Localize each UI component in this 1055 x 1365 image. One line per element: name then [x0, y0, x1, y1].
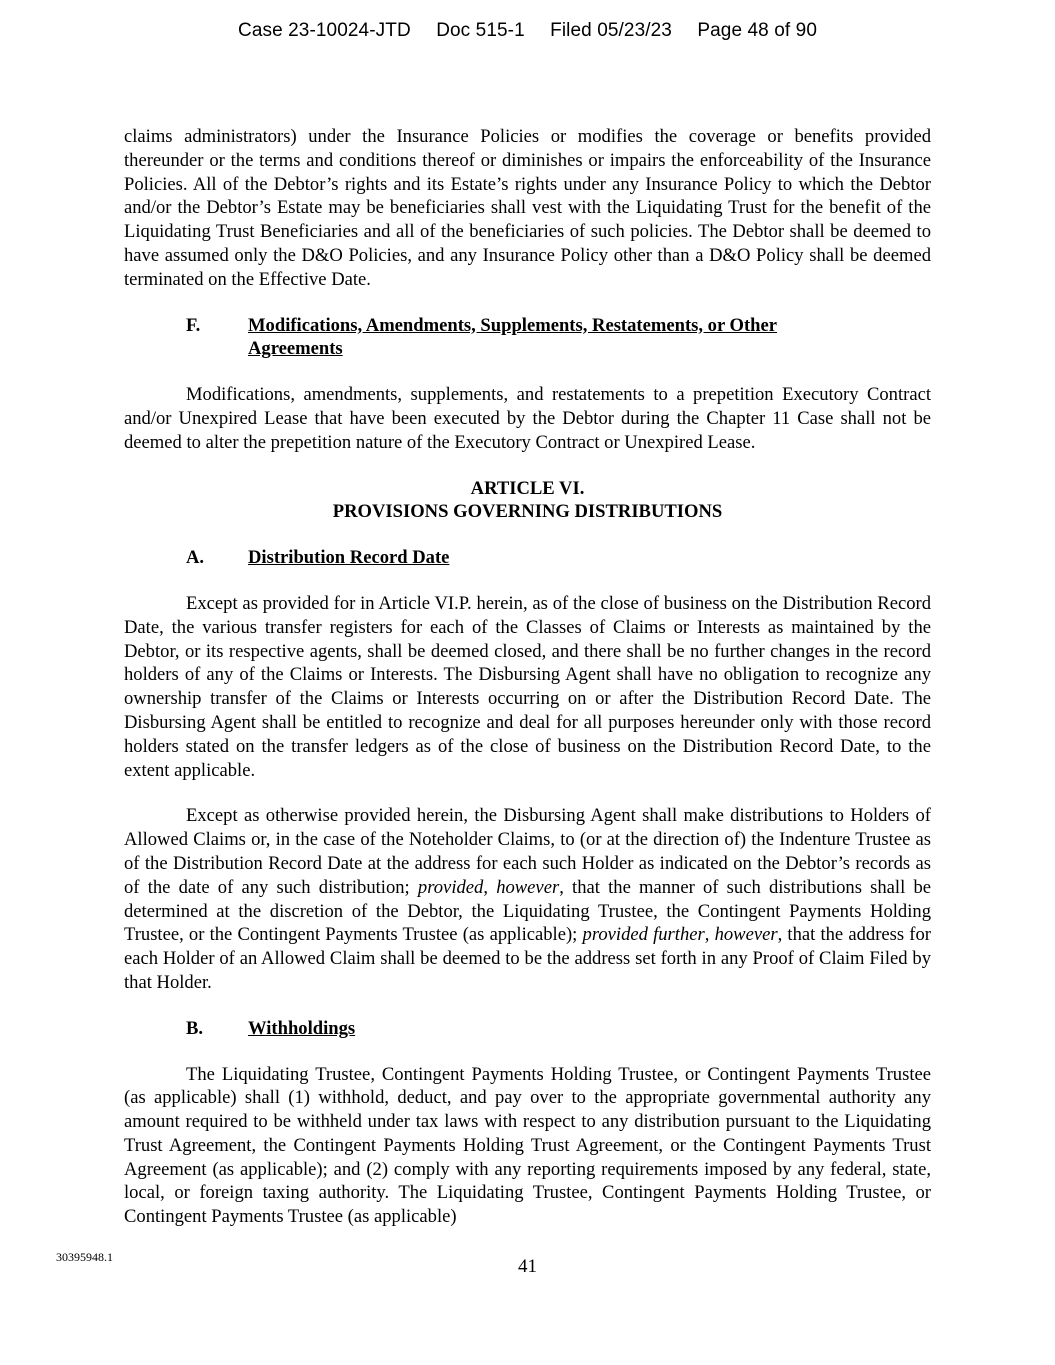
article-heading — [124, 477, 931, 525]
section-letter: B. — [186, 1017, 204, 1039]
article-number: ARTICLE VI. — [470, 477, 585, 499]
section-title: Withholdings — [248, 1017, 356, 1039]
paragraph-withholdings: The Liquidating Trustee, Contingent Payments Holding Trustee, or Contingent Payments Trustee (as applicable) shall (1) withhold, deduct, and pay over to the appropriate governmental authority any amount required to be withheld under tax laws with respect to any distribution pursuant to the Liquidating Trust Agreement, the Contingent Payments Holding Trust Agreement, or the Contingent Payments Trust Agreement (as applicable); and (2) comply with any reporting requirements imposed by any federal, state, local, or foreign taxing authority. The Liquidating Trustee, Contingent Payments Holding Trustee, or Contingent Payments Trustee (as applicable) — [124, 1063, 931, 1228]
text-run: , that the address for each Holder of an Allowed Claim shall be deemed to be the address set forth in any Proof of Claim Filed by that Holder. — [124, 924, 931, 993]
section-heading-a — [124, 546, 931, 570]
section-letter: F. — [186, 314, 201, 336]
italic-provided-further: provided further — [582, 924, 705, 946]
document-body — [124, 125, 931, 1229]
paragraph-disbursing-agent — [124, 804, 931, 994]
italic-provided: provided — [417, 876, 484, 898]
text-run: , — [704, 924, 715, 946]
paragraph-distribution-record-date: Except as provided for in Article VI.P. herein, as of the close of business on the Distribution Record Date, the various transfer registers for each of the Classes of Claims or Interests as maintained by the Debtor, or its respective agents, shall be deemed closed, and there shall be no further changes in the record holders of any of the Claims or Interests. The Disbursing Agent shall have no obligation to recognize any ownership transfer of the Claims or Interests occurring on or after the Distribution Record Date. The Disbursing Agent shall be entitled to recognize and deal for all purposes hereunder only with those record holders stated on the transfer ledgers as of the close of business on the Distribution Record Date, to the extent applicable. — [124, 592, 931, 781]
page-number: 41 — [518, 1256, 537, 1277]
section-title-wrapper — [248, 314, 777, 362]
section-heading-b — [124, 1017, 931, 1041]
paragraph-modifications: Modifications, amendments, supplements, and restatements to a prepetition Executory Contract and/or Unexpired Lease that have been executed by the Debtor during the Chapter 11 Case shall not be deemed to alter the prepetition nature of the Executory Contract or Unexpired Lease. — [124, 384, 931, 453]
section-title: Distribution Record Date — [248, 547, 450, 569]
section-letter: A. — [186, 547, 205, 569]
text-run: , — [483, 876, 497, 898]
paragraph-insurance-policies: claims administrators) under the Insurance Policies or modifies the coverage or benefits provided thereunder or the terms and conditions thereof or diminishes or impairs the enforceability of the Insurance Policies. All of the Debtor’s rights and its Estate’s rights under any Insurance Policy to which the Debtor and/or the Debtor’s Estate may be beneficiaries shall vest with the Liquidating Trust for the benefit of the Liquidating Trust Beneficiaries and all of the beneficiaries of such policies. The Debtor shall be deemed to have assumed only the D&O Policies, and any Insurance Policy other than a D&O Policy shall be deemed terminated on the Effective Date. — [124, 126, 931, 290]
page-of-total: Page 48 of 90 — [697, 20, 817, 41]
text-run: Except as otherwise provided herein, the Disbursing Agent shall make distributions to Holders of Allowed Claims or, in the case of the Noteholder Claims, to (or at the direction of) the Indenture Trustee as of the Distribution Record Date at the address for each such Holder as indicated on the Debtor’s records as of the date of any such distribution; — [124, 805, 931, 898]
document-id: 30395948.1 — [56, 1250, 113, 1264]
court-filing-header — [0, 20, 1055, 42]
article-title: PROVISIONS GOVERNING DISTRIBUTIONS — [332, 501, 723, 523]
section-heading-f — [124, 314, 931, 362]
filed-date: Filed 05/23/23 — [550, 20, 672, 41]
section-title: Modifications, Amendments, Supplements, Restatements, or Other — [248, 314, 778, 336]
italic-however: however — [714, 924, 778, 946]
text-run: , that the manner of such distributions shall be determined at the discretion of the Debtor, the Liquidating Trustee, the Contingent Payments Holding Trustee, or the Contingent Payments Trustee (as applicable); — [124, 876, 932, 946]
section-title-continued: Agreements — [248, 338, 343, 360]
case-number: Case 23-10024-JTD — [238, 20, 411, 41]
doc-number: Doc 515-1 — [436, 20, 525, 41]
italic-however: however — [496, 876, 560, 898]
